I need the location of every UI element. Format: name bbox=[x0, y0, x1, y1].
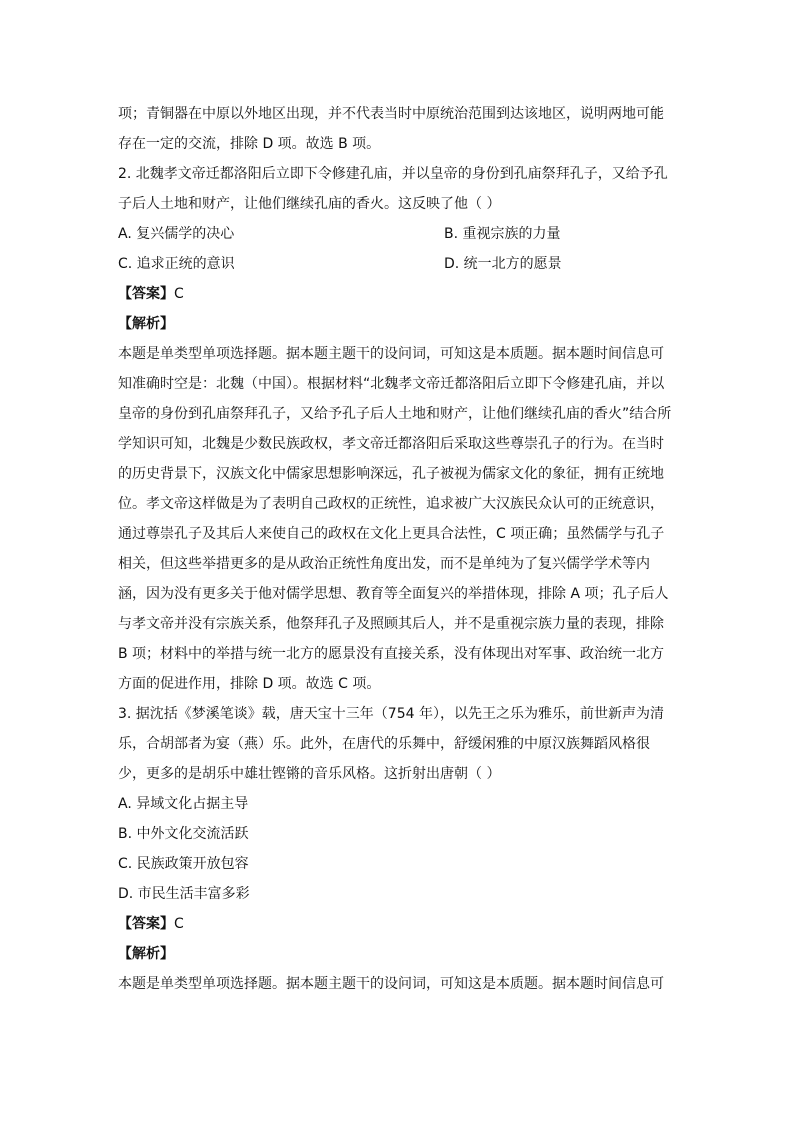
answer-value: C bbox=[174, 916, 184, 932]
analysis-line: B 项；材料中的举措与统一北方的愿景没有直接关系，没有体现出对军事、政治统一北方 bbox=[118, 646, 665, 662]
answer-label: 【答案】 bbox=[118, 916, 174, 932]
question-stem-line: 3. 据沈括《梦溪笔谈》载，唐天宝十三年（754 年），以先王之乐为雅乐，前世新声为清 bbox=[118, 706, 664, 722]
answer-value: C bbox=[174, 286, 184, 302]
question-2 bbox=[118, 159, 678, 699]
question-stem-line: 少，更多的是胡乐中雄壮铿锵的音乐风格。这折射出唐朝（ ） bbox=[118, 766, 501, 782]
option-b: B. 重视宗族的力量 bbox=[444, 226, 561, 242]
option-d: D. 统一北方的愿景 bbox=[444, 256, 562, 272]
analysis-body bbox=[118, 339, 678, 699]
analysis-line: 学知识可知，北魏是少数民族政权，孝文帝迁都洛阳后采取这些尊崇孔子的行为。在当时 bbox=[118, 436, 664, 452]
analysis-line: 方面的促进作用，排除 D 项。故选 C 项。 bbox=[118, 676, 381, 692]
analysis-line: 皇帝的身份到孔庙祭拜孔子，又给予孔子后人土地和财产，让他们继续孔庙的香火”结合所 bbox=[118, 406, 672, 422]
analysis-line: 位。孝文帝这样做是为了表明自己政权的正统性，追求被广大汉族民众认可的正统意识， bbox=[118, 496, 664, 512]
analysis-line: 与孝文帝并没有宗族关系，他祭拜孔子及照顾其后人，并不是重视宗族力量的表现，排除 bbox=[118, 616, 664, 632]
analysis-line: 涵，因为没有更多关于他对儒学思想、教育等全面复兴的举措体现，排除 A 项；孔子后人 bbox=[118, 586, 669, 602]
option-row bbox=[118, 249, 678, 279]
option-row bbox=[118, 219, 678, 249]
answer-label: 【答案】 bbox=[118, 286, 174, 302]
analysis-line: 的历史背景下，汉族文化中儒家思想影响深远，孔子被视为儒家文化的象征，拥有正统地 bbox=[118, 466, 664, 482]
answer-line bbox=[118, 909, 678, 939]
option-d: D. 市民生活丰富多彩 bbox=[118, 886, 250, 902]
question-stem-line: 子后人土地和财产，让他们继续孔庙的香火。这反映了他（ ） bbox=[118, 196, 501, 212]
question-stem-line: 2. 北魏孝文帝迁都洛阳后立即下令修建孔庙，并以皇帝的身份到孔庙祭拜孔子，又给予孔 bbox=[118, 166, 668, 182]
analysis-line: 本题是单类型单项选择题。据本题主题干的设问词，可知这是本质题。据本题时间信息可 bbox=[118, 976, 664, 992]
analysis-line: 相关，但这些举措更多的是从政治正统性角度出发，而不是单纯为了复兴儒学学术等内 bbox=[118, 556, 650, 572]
previous-analysis-tail bbox=[118, 99, 678, 159]
paragraph-line: 存在一定的交流，排除 D 项。故选 B 项。 bbox=[118, 136, 381, 152]
option-a: A. 复兴儒学的决心 bbox=[118, 226, 235, 242]
question-stem-line: 乐，合胡部者为宴（燕）乐。此外，在唐代的乐舞中，舒缓闲雅的中原汉族舞蹈风格很 bbox=[118, 736, 650, 752]
analysis-label: 【解析】 bbox=[118, 316, 174, 332]
analysis-label: 【解析】 bbox=[118, 946, 174, 962]
option-c: C. 民族政策开放包容 bbox=[118, 856, 249, 872]
analysis-line: 知准确时空是：北魏（中国）。根据材料“北魏孝文帝迁都洛阳后立即下令修建孔庙，并以 bbox=[118, 376, 665, 392]
document-page bbox=[118, 99, 678, 999]
option-b: B. 中外文化交流活跃 bbox=[118, 826, 249, 842]
analysis-line: 通过尊崇孔子及其后人来使自己的政权在文化上更具合法性，C 项正确；虽然儒学与孔子 bbox=[118, 526, 665, 542]
analysis-line: 本题是单类型单项选择题。据本题主题干的设问词，可知这是本质题。据本题时间信息可 bbox=[118, 346, 664, 362]
answer-line bbox=[118, 279, 678, 309]
option-c: C. 追求正统的意识 bbox=[118, 256, 235, 272]
option-a: A. 异域文化占据主导 bbox=[118, 796, 249, 812]
paragraph-line: 项；青铜器在中原以外地区出现，并不代表当时中原统治范围到达该地区，说明两地可能 bbox=[118, 106, 664, 122]
analysis-body bbox=[118, 969, 678, 999]
question-3 bbox=[118, 699, 678, 999]
